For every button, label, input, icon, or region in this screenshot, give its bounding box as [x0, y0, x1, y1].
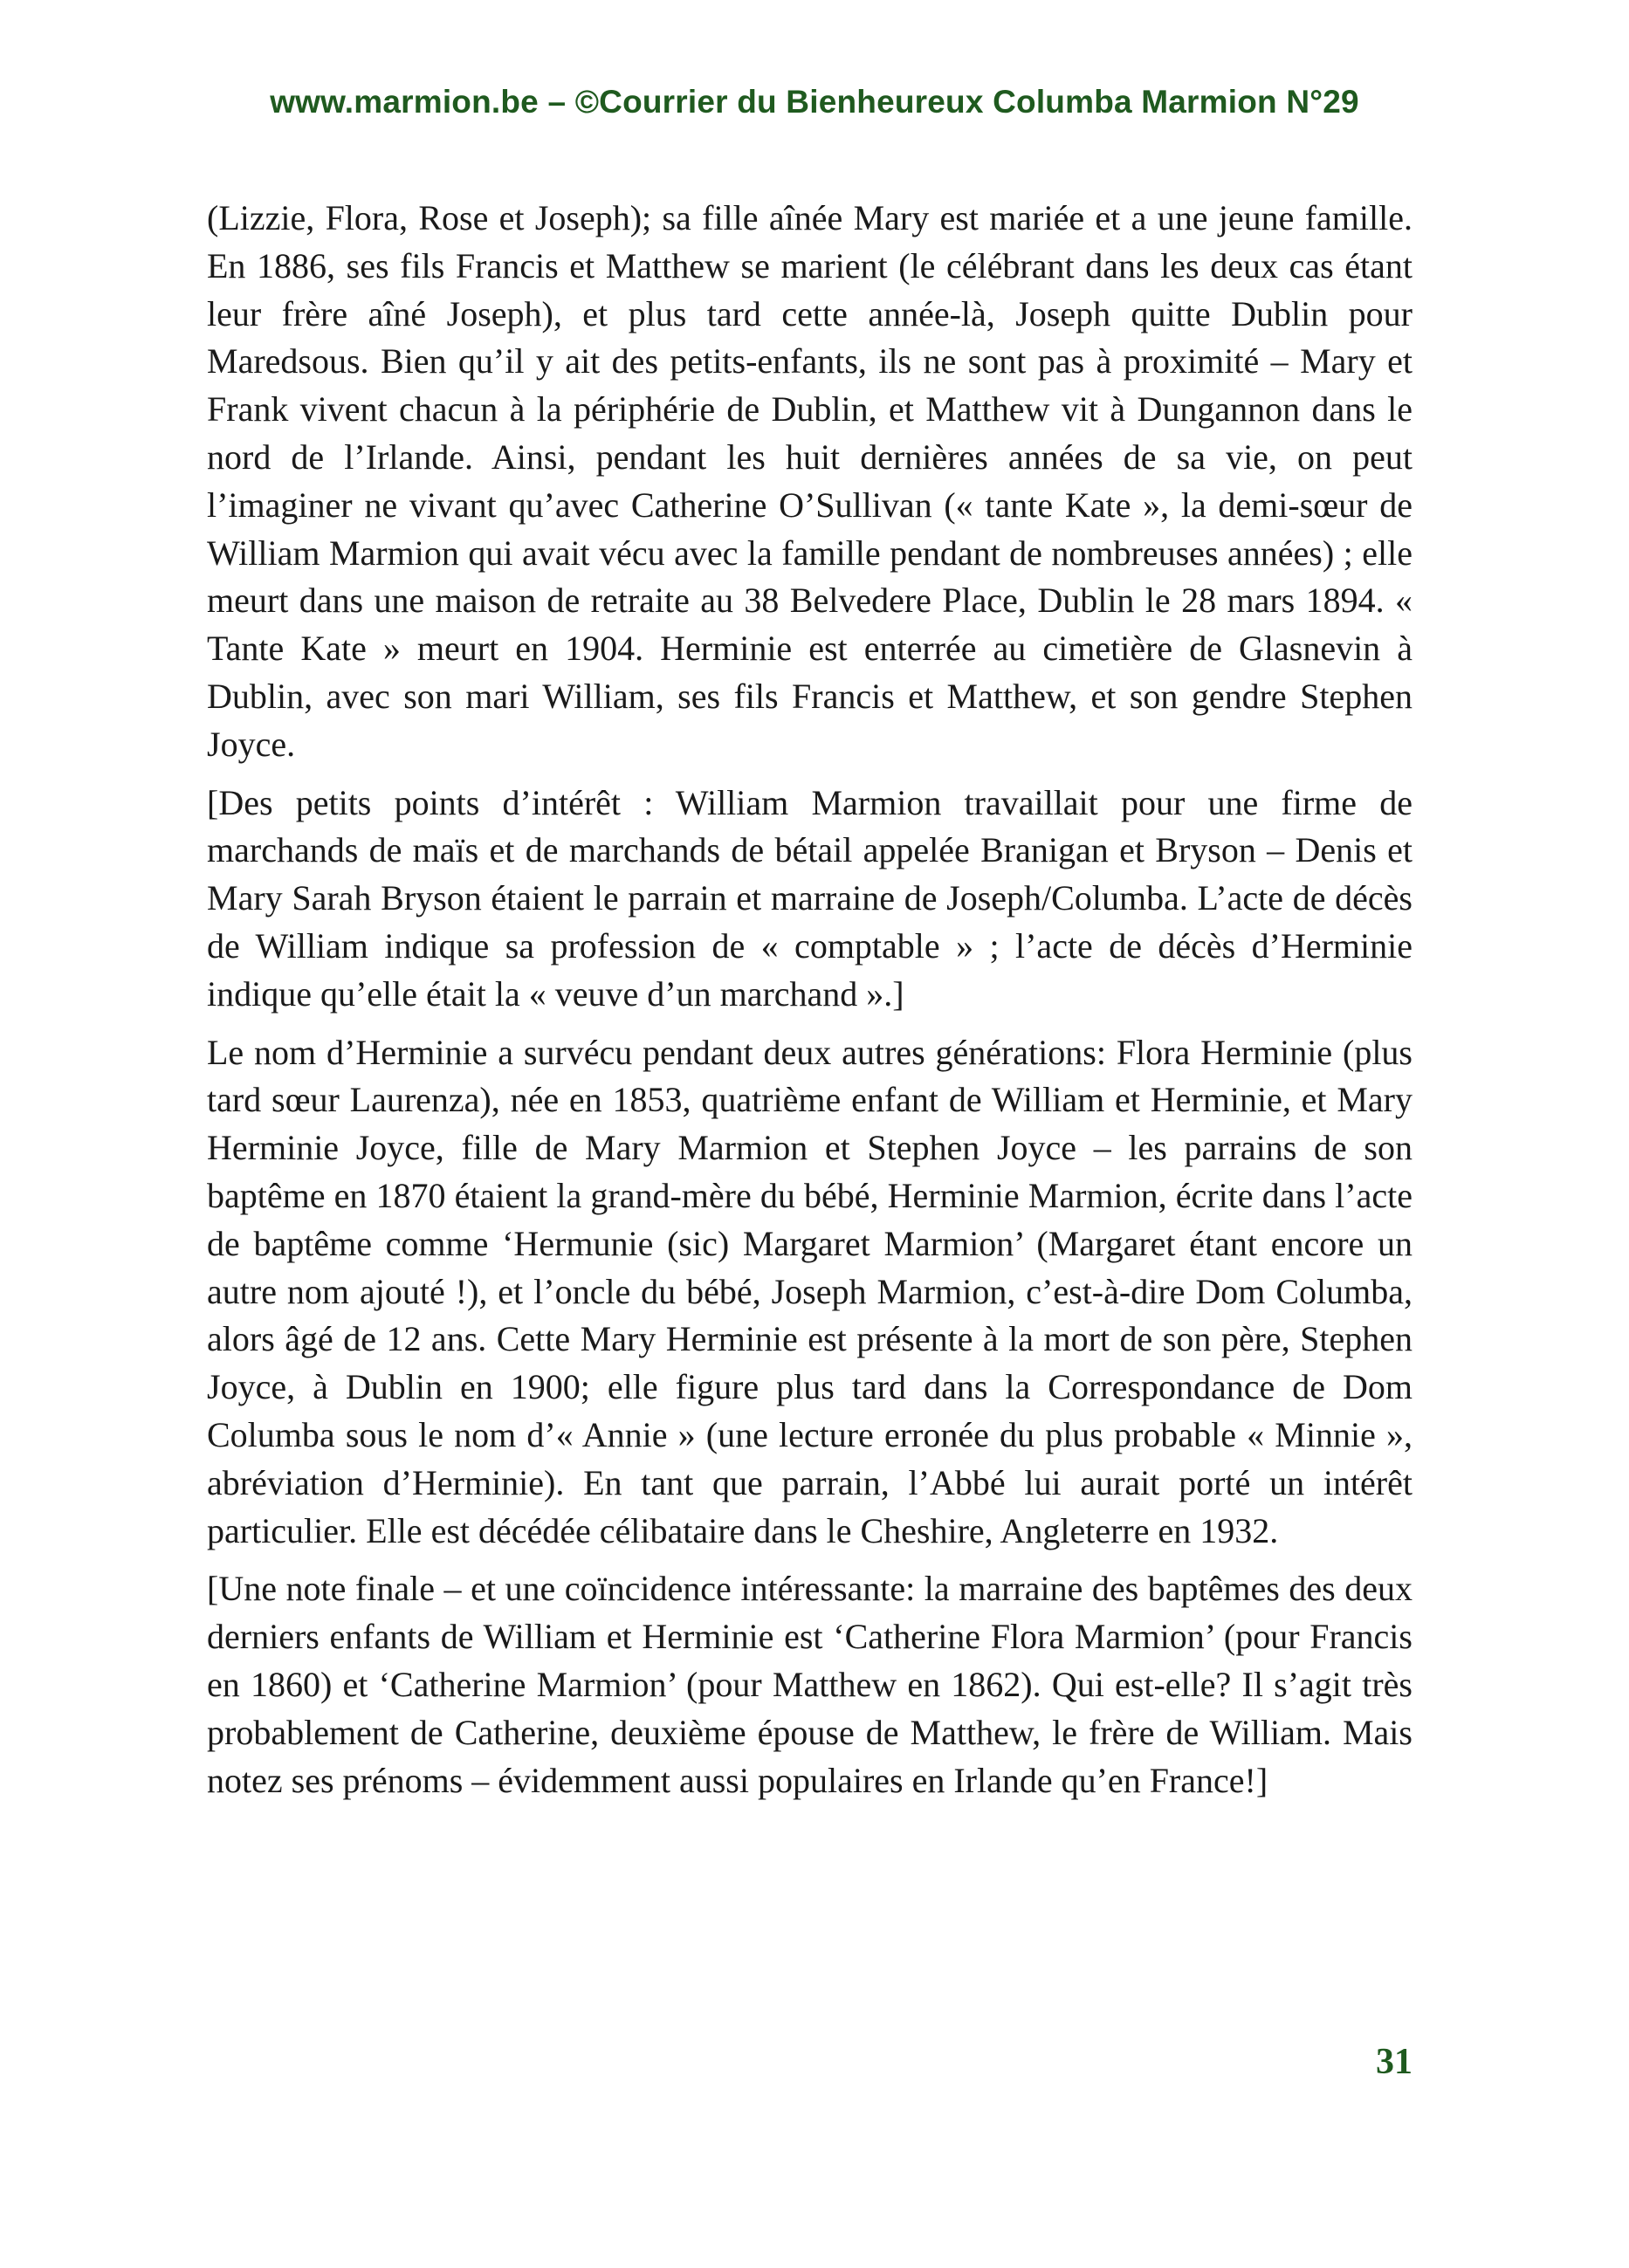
paragraph: Le nom d’Herminie a survécu pendant deux autres générations: Flora Herminie (plus tard sœur Laurenza), née en 1853, quatrième enfant de William et Herminie, et Mary Herminie Joyce, fille de Mary Marmion et Stephen Joyce – les parrains de son baptême en 1870 étaient la grand-mère du bébé, Herminie Marmion, écrite dans l’acte de baptême comme ‘Hermunie (sic) Margaret Marmion’ (Margaret étant encore un autre nom ajouté !), et l’oncle du bébé, Joseph Marmion, c’est-à-dire Dom Columba, alors âgé de 12 ans. Cette Mary Herminie est présente à la mort de son père, Stephen Joyce, à Dublin en 1900; elle figure plus tard dans la Correspondance de Dom Columba sous le nom d’« Annie » (une lecture erronée du plus probable « Minnie », abréviation d’Herminie). En tant que parrain, l’Abbé lui aurait porté un intérêt particulier. Elle est décédée célibataire dans le Cheshire, Angleterre en 1932. — [207, 1032, 1412, 1550]
paragraph: [Une note finale – et une coïncidence intéressante: la marraine des baptêmes des deux derniers enfants de William et Herminie est ‘Catherine Flora Marmion’ (pour Francis en 1860) et ‘Catherine Marmion’ (pour Matthew en 1862). Qui est-elle? Il s’agit très probablement de Catherine, deuxième épouse de Matthew, le frère de William. Mais notez ses prénoms – évidemment aussi populaires en Irlande qu’en France!] — [207, 1569, 1412, 1800]
paragraph: [Des petits points d’intérêt : William Marmion travaillait pour une firme de marchands de maïs et de marchands de bétail appelée Branigan et Bryson – Denis et Mary Sarah Bryson étaient le parrain et marraine de Joseph/Columba. L’acte de décès de William indique sa profession de « comptable » ; l’acte de décès d’Herminie indique qu’elle était la « veuve d’un marchand ».] — [207, 782, 1412, 1014]
page-number: 31 — [1376, 2042, 1412, 2082]
paragraph: (Lizzie, Flora, Rose et Joseph); sa fille aînée Mary est mariée et a une jeune famille. En 1886, ses fils Francis et Matthew se marient (le célébrant dans les deux cas étant leur frère aîné Joseph), et plus tard cette année-là, Joseph quitte Dublin pour Maredsous. Bien qu’il y ait des petits-enfants, ils ne sont pas à proximité – Mary et Frank vivent chacun à la périphérie de Dublin, et Matthew vit à Dungannon dans le nord de l’Irlande. Ainsi, pendant les huit dernières années de sa vie, on peut l’imaginer ne vivant qu’avec Catherine O’Sullivan (« tante Kate », la demi-sœur de William Marmion qui avait vécu avec la famille pendant de nombreuses années) ; elle meurt dans une maison de retraite au 38 Belvedere Place, Dublin le 28 mars 1894. « Tante Kate » meurt en 1904. Herminie est enterrée au cimetière de Glasnevin à Dublin, avec son mari William, ses fils Francis et Matthew, et son gendre Stephen Joyce. — [207, 198, 1412, 764]
page-header: www.marmion.be – ©Courrier du Bienheureux Columba Marmion N°29 — [270, 84, 1359, 120]
article-body — [207, 195, 1412, 1815]
